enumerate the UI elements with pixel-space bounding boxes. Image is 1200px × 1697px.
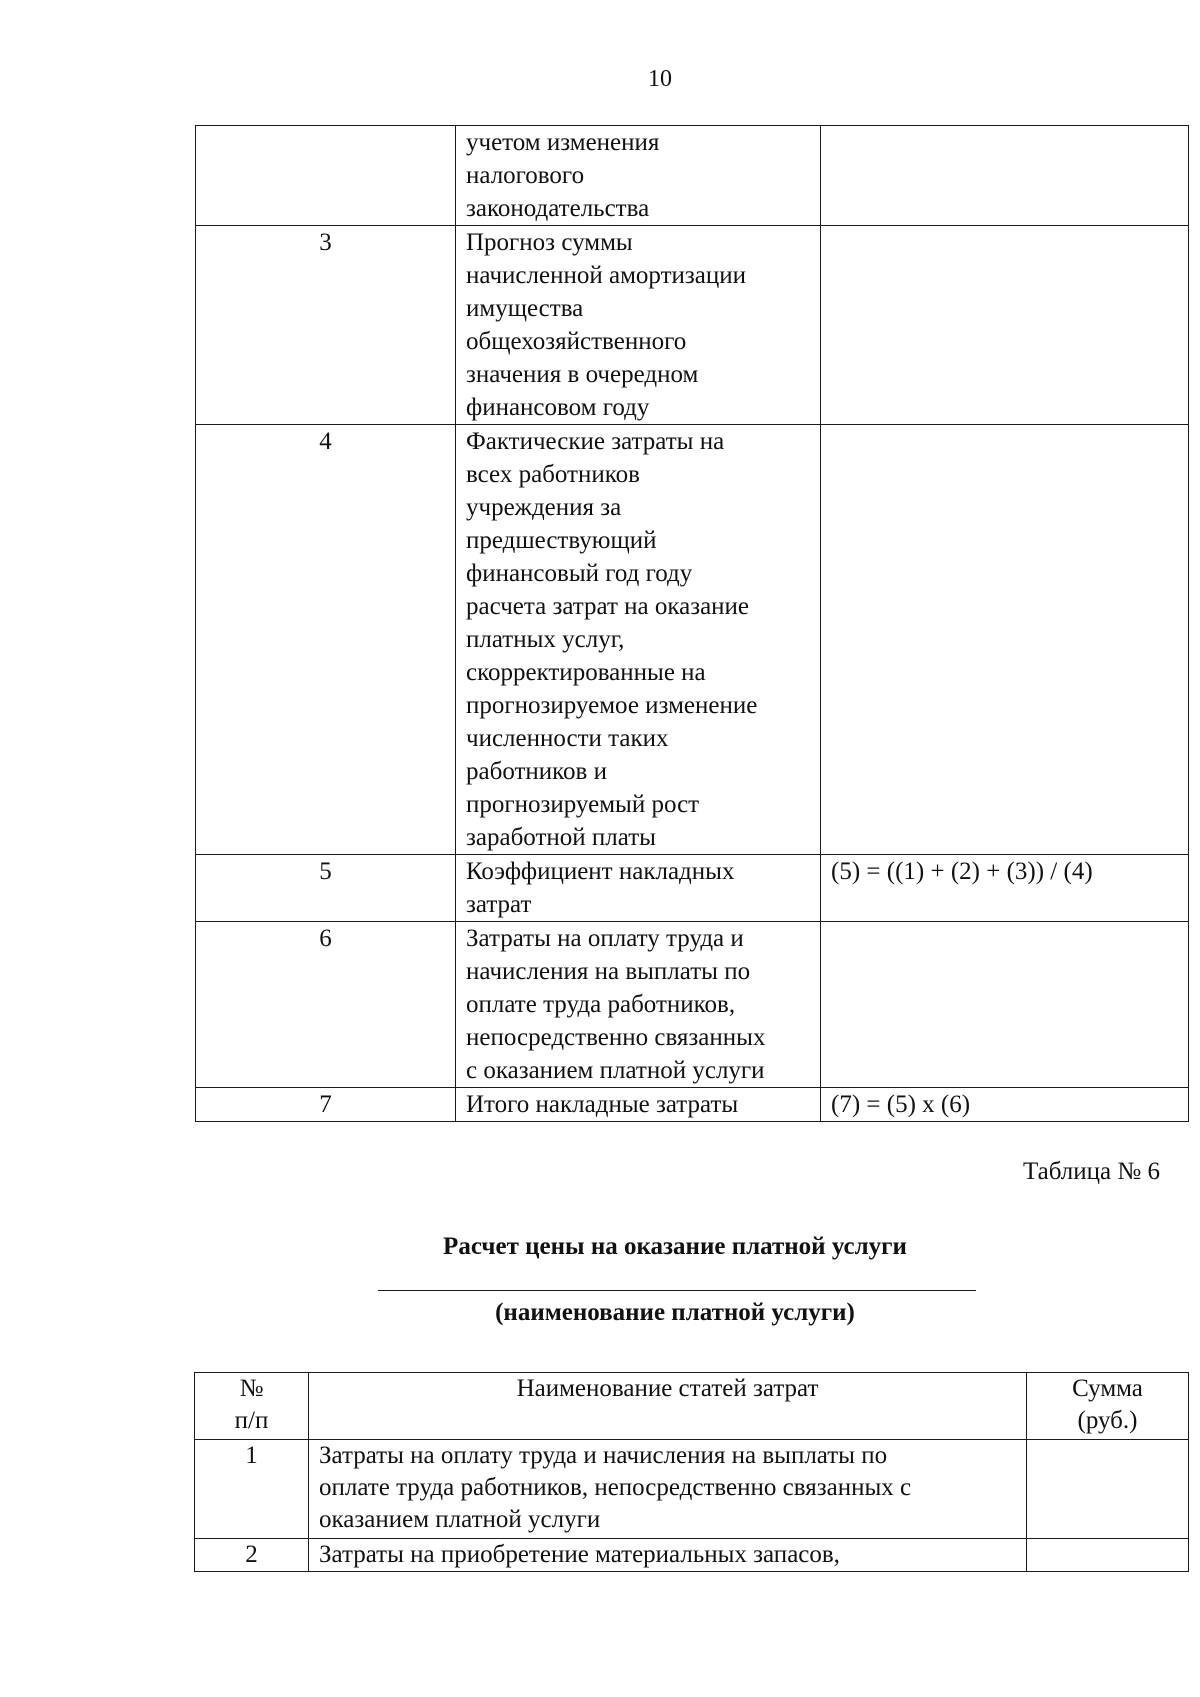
row-text-content: Коэффициент накладных затрат <box>466 858 735 918</box>
row-formula: (5) = ((1) + (2) + (3)) / (4) <box>821 855 1189 922</box>
row-cost-item <box>309 1440 1027 1539</box>
row-formula <box>821 425 1189 855</box>
row-text-content: Прогноз суммы начисленной амортизации имущества общехозяйственного значения в очередном финансовом году <box>466 229 746 421</box>
row-formula <box>821 226 1189 425</box>
header-number <box>195 1373 309 1440</box>
header-cost-items: Наименование статей затрат <box>309 1373 1027 1440</box>
row-text <box>456 855 821 922</box>
row-sum <box>1027 1440 1189 1539</box>
row-text-content: Затраты на оплату труда и начисления на выплаты по оплате труда работников, непосредственно связанных с оказанием платной услуги <box>466 925 766 1084</box>
row-number: 5 <box>196 855 456 922</box>
row-formula <box>821 922 1189 1088</box>
row-text <box>456 126 821 226</box>
row-number: 1 <box>195 1440 309 1539</box>
row-text <box>456 922 821 1088</box>
row-text-content: Фактические затраты на всех работников учреждения за предшествующий финансовый год году расчета затрат на оказание платных услуг, скорректированные на прогнозируемое изменение численности таких работников и прогнозируемый рост заработной платы <box>466 428 758 851</box>
row-number: 4 <box>196 425 456 855</box>
document-subtitle: (наименование платной услуги) <box>495 1299 855 1326</box>
row-formula: (7) = (5) x (6) <box>821 1088 1189 1122</box>
document-title: Расчет цены на оказание платной услуги <box>443 1233 907 1260</box>
table-row <box>196 126 1189 226</box>
table-header-row <box>195 1373 1189 1440</box>
row-number: 7 <box>196 1088 456 1122</box>
table-caption: Таблица № 6 <box>1022 1158 1160 1185</box>
overhead-costs-table <box>195 125 1189 1122</box>
table-row <box>196 1088 1189 1122</box>
price-calculation-table <box>194 1372 1189 1572</box>
row-text <box>456 226 821 425</box>
row-text <box>456 1088 821 1122</box>
row-cost-item-text: Затраты на приобретение материальных запасов, <box>319 1541 840 1568</box>
service-name-blank-line <box>378 1290 976 1291</box>
page-number: 10 <box>648 66 672 92</box>
row-sum <box>1027 1539 1189 1572</box>
table-row <box>195 1539 1189 1572</box>
row-number: 6 <box>196 922 456 1088</box>
row-cost-item <box>309 1539 1027 1572</box>
header-sum <box>1027 1373 1189 1440</box>
row-formula <box>821 126 1189 226</box>
row-text-content: учетом изменения налогового законодательства <box>466 129 660 222</box>
header-sum-text: Сумма (руб.) <box>1072 1375 1143 1434</box>
header-number-text: № п/п <box>234 1375 269 1434</box>
row-number: 3 <box>196 226 456 425</box>
row-number <box>196 126 456 226</box>
row-text-content: Итого накладные затраты <box>466 1091 739 1118</box>
table-row <box>196 855 1189 922</box>
table-row <box>196 425 1189 855</box>
table-row <box>196 922 1189 1088</box>
table-row <box>195 1440 1189 1539</box>
row-text <box>456 425 821 855</box>
row-number: 2 <box>195 1539 309 1572</box>
row-cost-item-text: Затраты на оплату труда и начисления на выплаты по оплате труда работников, непосредственно связанных с оказанием платной услуги <box>319 1442 912 1533</box>
table-row <box>196 226 1189 425</box>
